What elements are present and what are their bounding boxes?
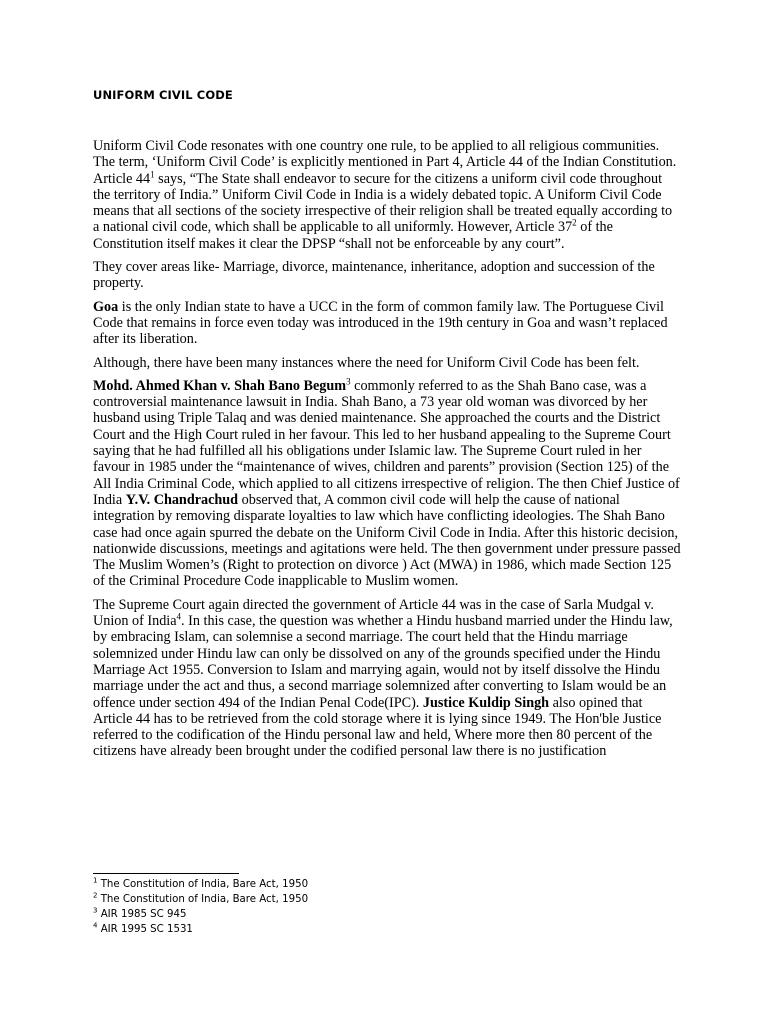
footnote-number: 1 [93,876,98,885]
footnote-text: The Constitution of India, Bare Act, 1950 [97,894,309,905]
footnote-item [93,922,308,937]
document-body [93,138,681,767]
paragraph-ucc-intro [93,138,681,252]
bold-term-goa: Goa [93,298,119,315]
paragraph-areas: They cover areas like- Marriage, divorce, maintenance, inheritance, adoption and succession of the property. [93,259,655,292]
text-run: Uniform Civil Code resonates with one country one rule, to be applied to all religious communities. The term, ‘Uniform Civil Code’ is explicitly mentioned in Part 4, Article 44 of the Indian Constitution. Article 44 [93,138,677,187]
text-run: . In this case, the question was whether a Hindu husband married under the Hindu law, by embracing Islam, can solemnise a second marriage. The court held that the Hindu marriage solemnized under Hindu law can only be dissolved on any of the grounds specified under the Hindu Marriage Act 1955. Conversion to Islam and marrying again, would not by itself dissolve the Hindu marriage under the act and thus, a second marriage solemnized after converting to Islam would be an offence under section 494 of the Indian Penal Code(IPC). [93,613,673,711]
paragraph-need: Although, there have been many instances where the need for Uniform Civil Code has been felt. [93,354,640,371]
page-title: UNIFORM CIVIL CODE [93,88,233,102]
footnote-ref-3: 3 [346,376,351,387]
paragraph-goa [93,299,681,348]
footnotes [93,877,308,937]
footnote-text: AIR 1985 SC 945 [97,909,187,920]
text-run: says, “The State shall endeavor to secure for the citizens a uniform civil code throughout the territory of India.” Uniform Civil Code in India is a widely debated topic. A Uniform Civil Code means that all sections of the society irrespective of their religion shall be treated equally according to a national civil code, which shall be applicable to all uniformly. However, Article 37 [93,170,673,236]
footnote-number: 4 [93,921,98,930]
footnote-text: AIR 1995 SC 1531 [97,924,193,935]
text-run: is the only Indian state to have a UCC in the form of common family law. The Portuguese Civil Code that remains in force even today was introduced in the 19th century in Goa and wasn’t replaced after its liberation. [93,298,668,348]
footnote-ref-1: 1 [150,168,155,179]
footnote-item [93,877,308,892]
footnote-number: 3 [93,906,98,915]
footnote-text: The Constitution of India, Bare Act, 1950 [97,879,309,890]
paragraph-sarla-mudgal [93,597,681,760]
text-run: commonly referred to as the Shah Bano case, was a controversial maintenance lawsuit in India. Shah Bano, a 73 year old woman was divorced by her husband using Triple Talaq and was denied maintenance. She approached the courts and the District Court and the High Court ruled in her favour. This led to her husband appealing to the Supreme Court saying that he had fulfilled all his obligations under Islamic law. The Supreme Court ruled in her favour in 1985 under the “maintenance of wives, children and parents” provision (Section 125) of the All India Criminal Code, which applied to all citizens irrespective of religion. The then Chief Justice of India [93,377,680,508]
footnote-item [93,892,308,907]
paragraph-shah-bano [93,378,681,590]
footnote-ref-2: 2 [572,217,577,228]
bold-case-name: Mohd. Ahmed Khan v. Shah Bano Begum [93,377,347,394]
footnote-number: 2 [93,891,98,900]
footnote-ref-4: 4 [176,611,182,622]
text-run: of the Constitution itself makes it clear the DPSP “shall not be enforceable by any court”. [93,219,613,252]
text-run: also opined that Article 44 has to be retrieved from the cold storage where it is lying since 1949. The Hon'ble Justice referred to the codification of the Hindu personal law and held, Where more then 80 percent of the citizens have already been brought under the codified personal law there is no justification [93,694,662,760]
footnote-item [93,907,308,922]
text-run: observed that, A common civil code will help the cause of national integration by removing disparate loyalties to law which have conflicting ideologies. The Shah Bano case had once again spurred the debate on the Uniform Civil Code in India. After this historic decision, nationwide discussions, meetings and agitations were held. The then government under pressure passed The Muslim Women’s (Right to protection on divorce ) Act (MWA) in 1986, which made Section 125 of the Criminal Procedure Code inapplicable to Muslim women. [93,491,681,590]
bold-justice-name: Y.V. Chandrachud [125,491,239,508]
footnote-separator [93,873,239,874]
text-run: The Supreme Court again directed the government of Article 44 was in the case of Sarla Mudgal v. Union of India [93,596,654,630]
bold-justice-name: Justice Kuldip Singh [422,694,550,711]
